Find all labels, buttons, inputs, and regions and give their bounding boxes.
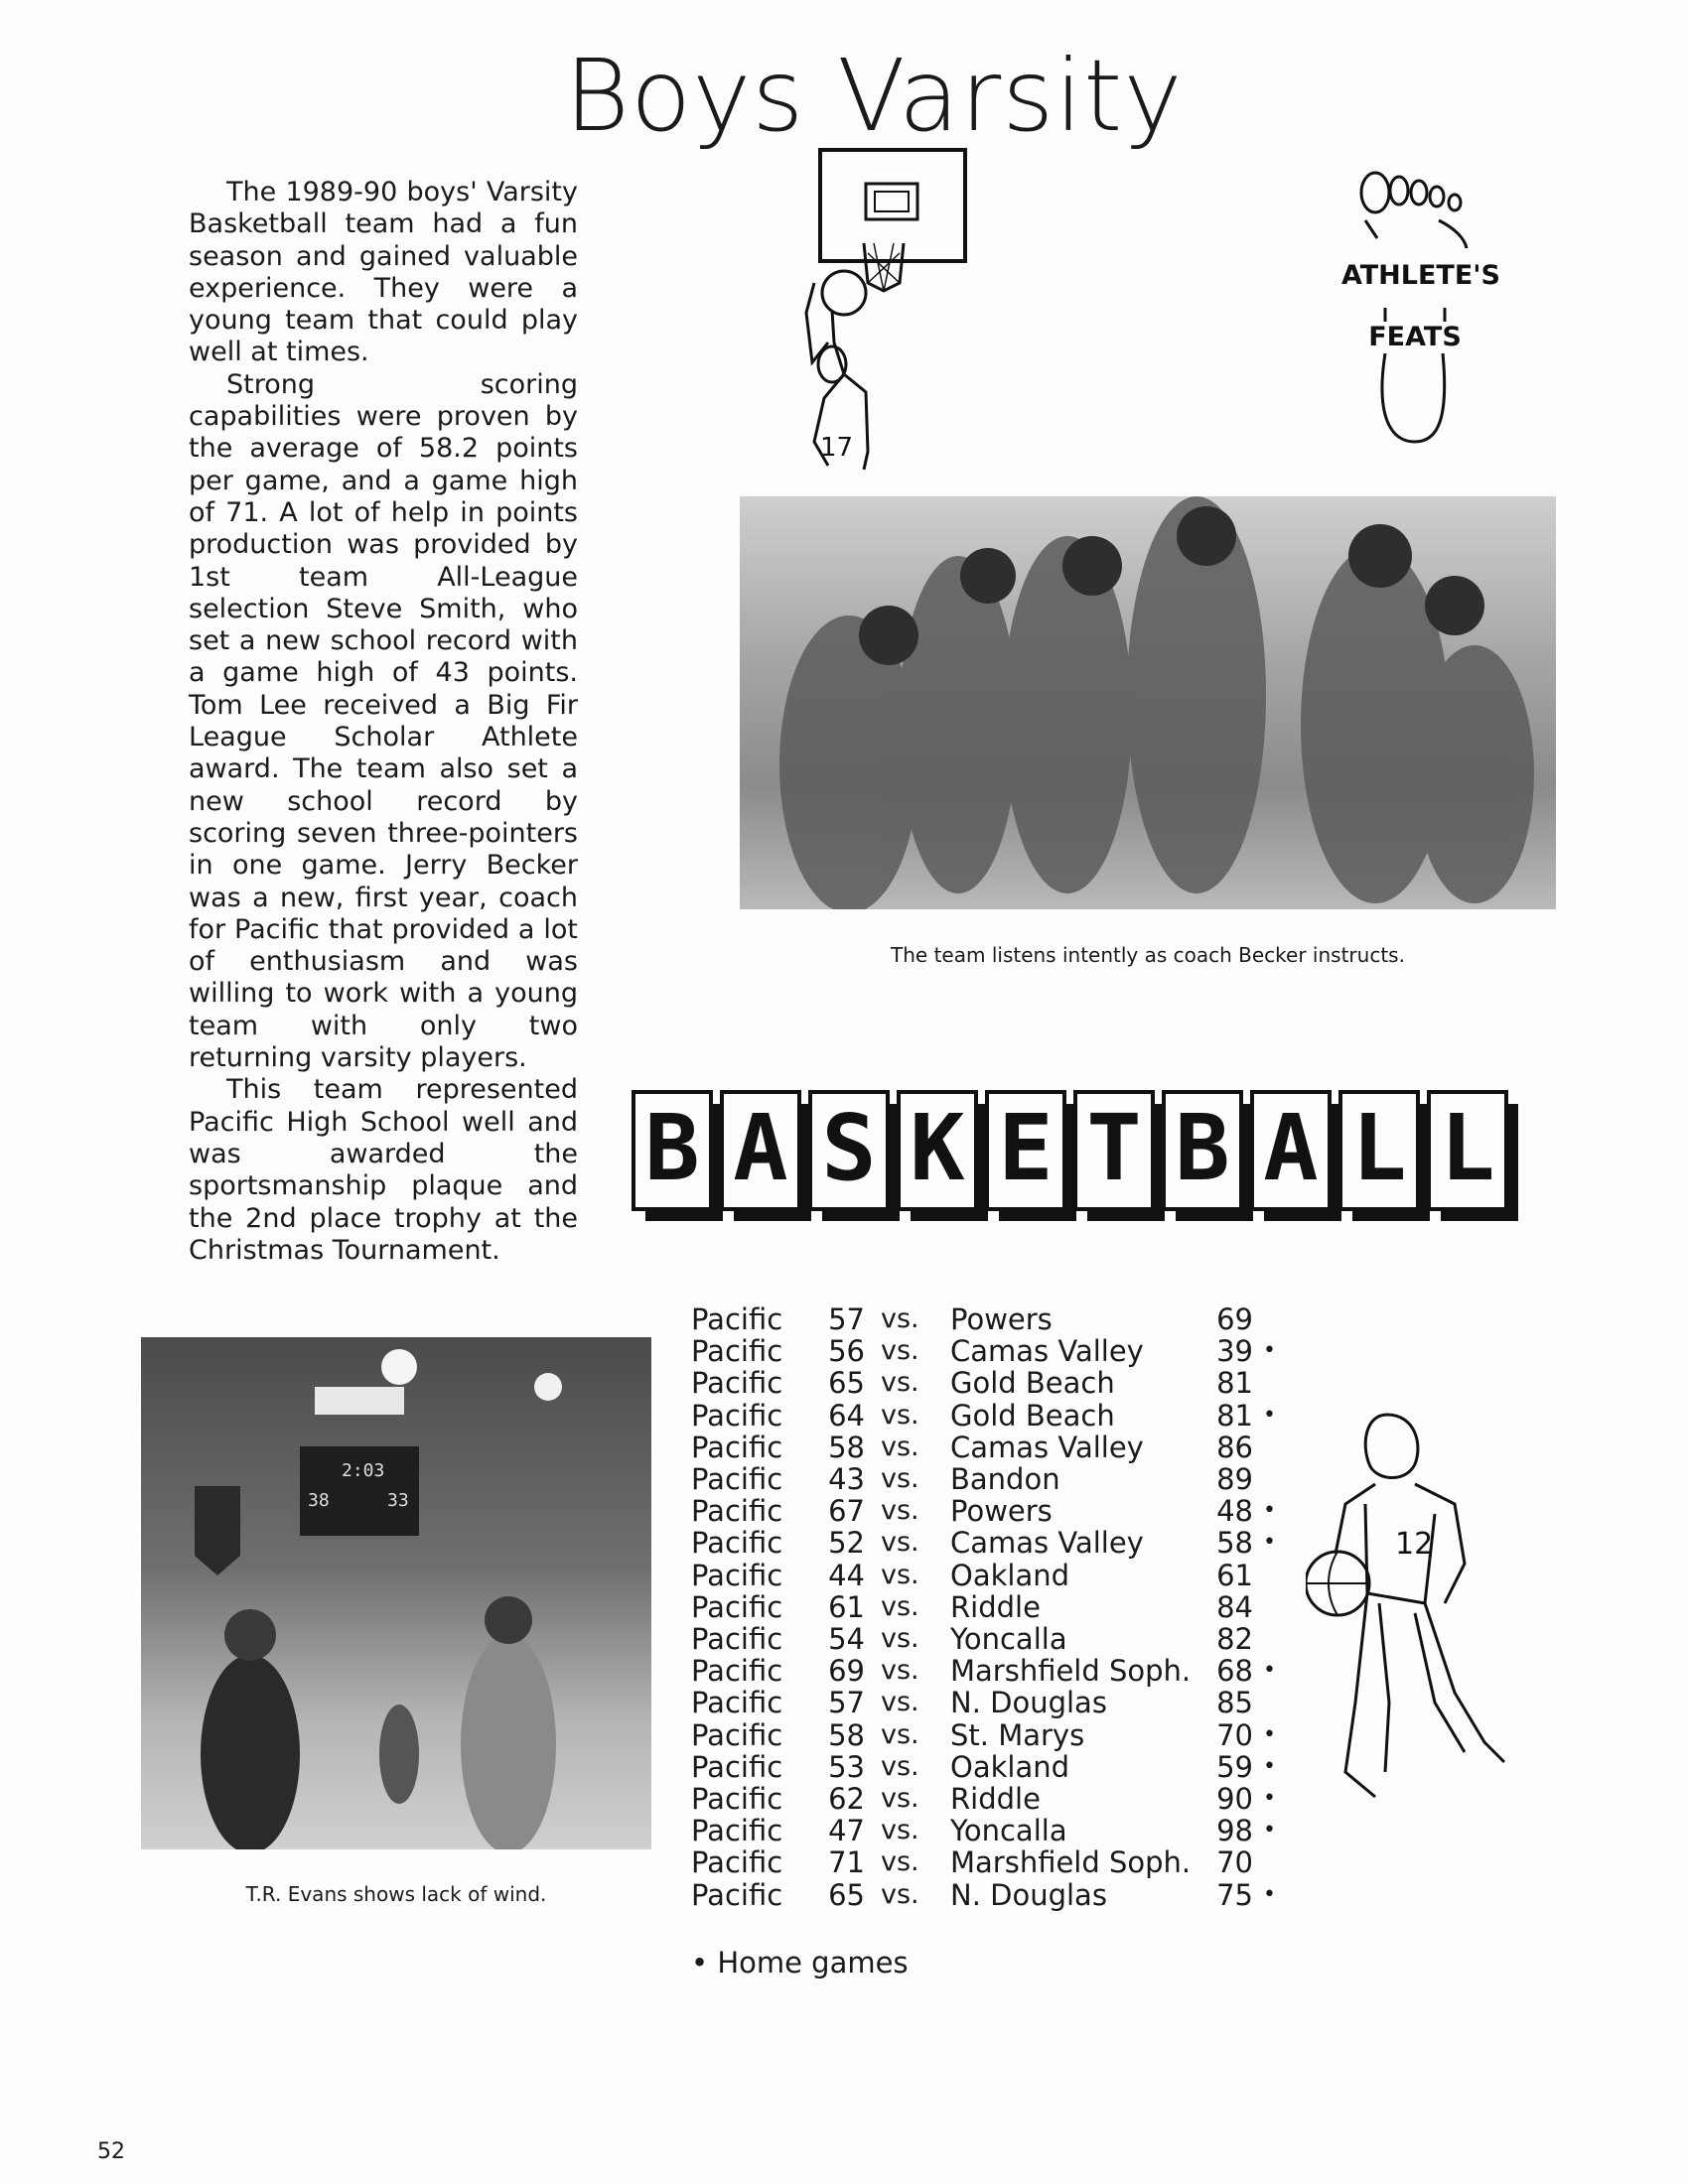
schedule-team-score: 58 bbox=[828, 1717, 865, 1752]
schedule-row bbox=[691, 1591, 1293, 1623]
schedule-team: Pacific bbox=[691, 1782, 783, 1817]
schedule-row bbox=[691, 1719, 1293, 1751]
banner-letter: A bbox=[733, 1095, 788, 1201]
schedule-vs: vs. bbox=[881, 1750, 919, 1782]
schedule-opponent: Camas Valley bbox=[950, 1334, 1144, 1369]
scoreboard-time: 2:03 bbox=[342, 1460, 385, 1481]
schedule-team: Pacific bbox=[691, 1654, 783, 1689]
schedule-team-score: 54 bbox=[828, 1622, 865, 1657]
schedule-opponent-score: 70 bbox=[1216, 1845, 1253, 1880]
home-game-marker: • bbox=[1263, 1338, 1276, 1364]
schedule-vs: vs. bbox=[881, 1335, 919, 1367]
schedule-vs: vs. bbox=[881, 1463, 919, 1495]
athletes-feats-line1: ATHLETE'S bbox=[1340, 260, 1501, 291]
schedule-opponent: Camas Valley bbox=[950, 1526, 1144, 1561]
schedule-opponent: N. Douglas bbox=[950, 1877, 1107, 1912]
scoreboard-guest: 33 bbox=[387, 1490, 409, 1511]
home-game-marker bbox=[1253, 1560, 1293, 1591]
schedule-opponent-score: 48 bbox=[1216, 1494, 1253, 1529]
team-huddle-photo bbox=[740, 496, 1556, 909]
schedule-team: Pacific bbox=[691, 1334, 783, 1369]
schedule-opponent-score: 59 bbox=[1216, 1749, 1253, 1784]
schedule-opponent-score: 98 bbox=[1216, 1814, 1253, 1848]
schedule-team-score: 52 bbox=[828, 1526, 865, 1561]
schedule-row bbox=[691, 1879, 1293, 1911]
basketball-banner bbox=[626, 1072, 1628, 1231]
banner-letter: S bbox=[821, 1095, 877, 1201]
schedule-vs: vs. bbox=[881, 1783, 919, 1815]
schedule-vs: vs. bbox=[881, 1590, 919, 1622]
schedule-row bbox=[691, 1432, 1293, 1463]
schedule-row bbox=[691, 1623, 1293, 1655]
schedule-team: Pacific bbox=[691, 1845, 783, 1880]
schedule-vs: vs. bbox=[881, 1559, 919, 1590]
story-text bbox=[189, 177, 578, 1267]
banner-letter: L bbox=[1351, 1095, 1407, 1201]
home-game-marker: • bbox=[1263, 1881, 1276, 1907]
banner-letter: K bbox=[910, 1095, 965, 1201]
home-game-marker: • bbox=[1263, 1753, 1276, 1779]
schedule-row bbox=[691, 1815, 1293, 1846]
home-game-marker bbox=[1253, 1846, 1293, 1878]
game-action-photo bbox=[141, 1337, 651, 1849]
schedule-vs: vs. bbox=[881, 1303, 919, 1334]
game-photo-caption: T.R. Evans shows lack of wind. bbox=[245, 1882, 547, 1906]
schedule-opponent-score: 58 bbox=[1216, 1526, 1253, 1561]
home-game-marker: • bbox=[1263, 1658, 1276, 1684]
schedule-team-score: 47 bbox=[828, 1814, 865, 1848]
schedule-opponent: Bandon bbox=[950, 1462, 1060, 1497]
athletes-feats-line2: FEATS bbox=[1368, 322, 1462, 352]
schedule-team-score: 53 bbox=[828, 1749, 865, 1784]
page-title: Boys Varsity bbox=[564, 38, 1184, 154]
shooter-jersey-number: 17 bbox=[820, 433, 854, 463]
schedule-row bbox=[691, 1303, 1293, 1335]
schedule-opponent: Marshfield Soph. bbox=[950, 1654, 1192, 1689]
schedule-opponent-score: 75 bbox=[1216, 1877, 1253, 1912]
schedule-opponent-score: 70 bbox=[1216, 1717, 1253, 1752]
schedule-team-score: 62 bbox=[828, 1782, 865, 1817]
schedule-team: Pacific bbox=[691, 1302, 783, 1336]
schedule-vs: vs. bbox=[881, 1495, 919, 1527]
page-number: 52 bbox=[97, 2139, 125, 2164]
schedule-team-score: 44 bbox=[828, 1558, 865, 1592]
schedule-opponent: Camas Valley bbox=[950, 1430, 1144, 1464]
schedule-vs: vs. bbox=[881, 1687, 919, 1718]
schedule-team: Pacific bbox=[691, 1462, 783, 1497]
schedule-row bbox=[691, 1495, 1293, 1527]
schedule-row bbox=[691, 1400, 1293, 1432]
schedule-vs: vs. bbox=[881, 1718, 919, 1750]
banner-letter: A bbox=[1263, 1095, 1319, 1201]
banner-letter: B bbox=[1175, 1095, 1230, 1201]
schedule-row bbox=[691, 1687, 1293, 1718]
schedule-opponent: Oakland bbox=[950, 1749, 1070, 1784]
schedule-row bbox=[691, 1783, 1293, 1815]
schedule-opponent: Gold Beach bbox=[950, 1398, 1115, 1433]
schedule-vs: vs. bbox=[881, 1623, 919, 1655]
schedule-team: Pacific bbox=[691, 1430, 783, 1464]
schedule-team: Pacific bbox=[691, 1494, 783, 1529]
home-game-marker bbox=[1253, 1367, 1293, 1399]
schedule-row bbox=[691, 1335, 1293, 1367]
schedule-opponent-score: 86 bbox=[1216, 1430, 1253, 1464]
game-schedule-table bbox=[691, 1303, 1293, 1911]
schedule-opponent-score: 81 bbox=[1216, 1366, 1253, 1401]
schedule-team: Pacific bbox=[691, 1877, 783, 1912]
banner-letter: T bbox=[1086, 1095, 1142, 1201]
schedule-opponent: Oakland bbox=[950, 1558, 1070, 1592]
schedule-opponent: Powers bbox=[950, 1494, 1053, 1529]
schedule-team: Pacific bbox=[691, 1749, 783, 1784]
schedule-team-score: 65 bbox=[828, 1877, 865, 1912]
schedule-opponent-score: 39 bbox=[1216, 1334, 1253, 1369]
home-game-marker: • bbox=[1263, 1786, 1276, 1812]
home-games-legend: • Home games bbox=[691, 1946, 909, 1979]
schedule-opponent: Yoncalla bbox=[950, 1814, 1067, 1848]
schedule-vs: vs. bbox=[881, 1431, 919, 1462]
schedule-row bbox=[691, 1527, 1293, 1559]
home-game-marker: • bbox=[1263, 1498, 1276, 1524]
story-paragraph: This team represented Pacific High School well and was awarded the sportsmanship plaque and the 2nd place trophy at the Christmas Tournament. bbox=[189, 1074, 578, 1266]
schedule-opponent: St. Marys bbox=[950, 1717, 1085, 1752]
schedule-team: Pacific bbox=[691, 1558, 783, 1592]
schedule-row bbox=[691, 1846, 1293, 1878]
schedule-opponent: Gold Beach bbox=[950, 1366, 1115, 1401]
schedule-vs: vs. bbox=[881, 1367, 919, 1399]
schedule-team: Pacific bbox=[691, 1686, 783, 1720]
story-paragraph: The 1989-90 boys' Varsity Basketball team had a fun season and gained valuable experience. They were a young team that could play well at times. bbox=[189, 177, 578, 368]
schedule-team-score: 57 bbox=[828, 1686, 865, 1720]
schedule-team-score: 65 bbox=[828, 1366, 865, 1401]
schedule-opponent-score: 85 bbox=[1216, 1686, 1253, 1720]
schedule-vs: vs. bbox=[881, 1815, 919, 1846]
schedule-vs: vs. bbox=[881, 1878, 919, 1910]
schedule-opponent-score: 81 bbox=[1216, 1398, 1253, 1433]
scoreboard-home: 38 bbox=[308, 1490, 330, 1511]
schedule-team: Pacific bbox=[691, 1717, 783, 1752]
home-game-marker: • bbox=[1263, 1721, 1276, 1747]
home-game-marker: • bbox=[1263, 1818, 1276, 1843]
schedule-team: Pacific bbox=[691, 1622, 783, 1657]
schedule-opponent: Marshfield Soph. bbox=[950, 1845, 1192, 1880]
schedule-opponent: Powers bbox=[950, 1302, 1053, 1336]
schedule-team-score: 57 bbox=[828, 1302, 865, 1336]
schedule-row bbox=[691, 1463, 1293, 1495]
schedule-row bbox=[691, 1560, 1293, 1591]
schedule-team-score: 71 bbox=[828, 1845, 865, 1880]
team-photo-caption: The team listens intently as coach Becker instructs. bbox=[891, 943, 1405, 967]
story-paragraph: Strong scoring capabilities were proven by the average of 58.2 points per game, and a game high of 71. A lot of help in points production was provided by 1st team All-League selection Steve Smith, who set a new school record with a game high of 43 points. Tom Lee received a Big Fir League Scholar Athlete award. The team also set a new school record by scoring seven three-pointers in one game. Jerry Becker was a new, first year, coach for Pacific that provided a lot of enthusiasm and was willing to work with a young team with only two returning varsity players. bbox=[189, 368, 578, 1074]
home-game-marker: • bbox=[1263, 1530, 1276, 1556]
schedule-team-score: 67 bbox=[828, 1494, 865, 1529]
home-game-marker bbox=[1253, 1591, 1293, 1623]
schedule-vs: vs. bbox=[881, 1846, 919, 1878]
home-game-marker: • bbox=[1263, 1402, 1276, 1428]
basketball-shooter-icon bbox=[784, 144, 983, 472]
home-game-marker bbox=[1253, 1432, 1293, 1463]
schedule-opponent: Yoncalla bbox=[950, 1622, 1067, 1657]
schedule-opponent: N. Douglas bbox=[950, 1686, 1107, 1720]
schedule-team: Pacific bbox=[691, 1526, 783, 1561]
schedule-team: Pacific bbox=[691, 1814, 783, 1848]
home-game-marker bbox=[1253, 1623, 1293, 1655]
schedule-team-score: 58 bbox=[828, 1430, 865, 1464]
schedule-vs: vs. bbox=[881, 1527, 919, 1559]
schedule-opponent-score: 68 bbox=[1216, 1654, 1253, 1689]
home-game-marker bbox=[1253, 1303, 1293, 1335]
schedule-opponent: Riddle bbox=[950, 1589, 1041, 1624]
banner-letter: L bbox=[1440, 1095, 1495, 1201]
dribbler-jersey-number: 12 bbox=[1395, 1527, 1434, 1562]
schedule-row bbox=[691, 1655, 1293, 1687]
schedule-team-score: 56 bbox=[828, 1334, 865, 1369]
schedule-vs: vs. bbox=[881, 1655, 919, 1687]
banner-letter: E bbox=[998, 1095, 1054, 1201]
schedule-opponent-score: 84 bbox=[1216, 1589, 1253, 1624]
schedule-row bbox=[691, 1367, 1293, 1399]
schedule-opponent-score: 89 bbox=[1216, 1462, 1253, 1497]
schedule-team-score: 61 bbox=[828, 1589, 865, 1624]
home-game-marker bbox=[1253, 1463, 1293, 1495]
schedule-team: Pacific bbox=[691, 1366, 783, 1401]
schedule-team-score: 64 bbox=[828, 1398, 865, 1433]
schedule-vs: vs. bbox=[881, 1399, 919, 1431]
schedule-team-score: 69 bbox=[828, 1654, 865, 1689]
schedule-row bbox=[691, 1751, 1293, 1783]
home-game-marker bbox=[1253, 1687, 1293, 1718]
schedule-team-score: 43 bbox=[828, 1462, 865, 1497]
schedule-team: Pacific bbox=[691, 1398, 783, 1433]
schedule-opponent-score: 90 bbox=[1216, 1782, 1253, 1817]
basketball-dribbler-icon bbox=[1306, 1405, 1514, 1802]
schedule-opponent-score: 82 bbox=[1216, 1622, 1253, 1657]
banner-letter: B bbox=[644, 1095, 700, 1201]
schedule-team: Pacific bbox=[691, 1589, 783, 1624]
footprint-icon bbox=[1336, 159, 1519, 457]
schedule-opponent-score: 69 bbox=[1216, 1302, 1253, 1336]
schedule-opponent-score: 61 bbox=[1216, 1558, 1253, 1592]
schedule-opponent: Riddle bbox=[950, 1782, 1041, 1817]
